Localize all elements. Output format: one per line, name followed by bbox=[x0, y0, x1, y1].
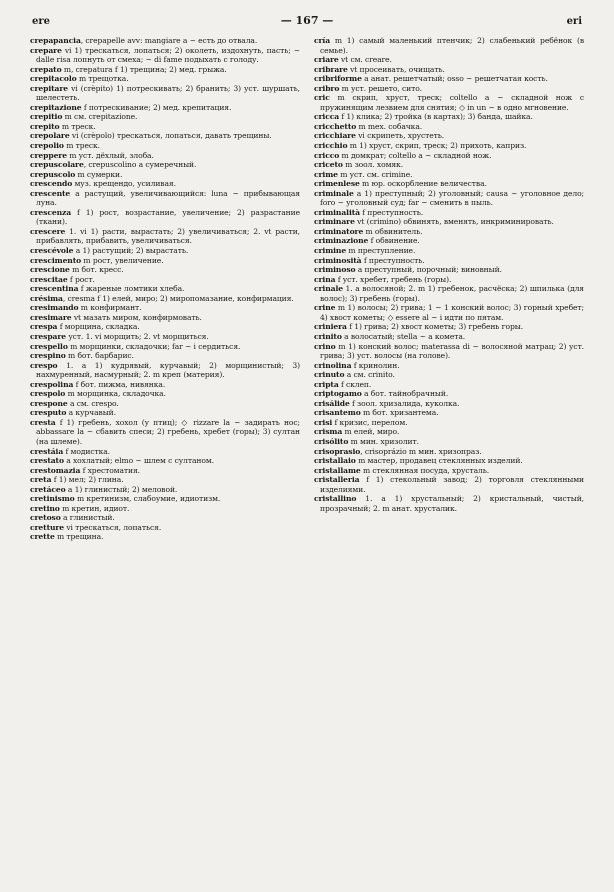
entry-definition: f кринолин. bbox=[351, 360, 400, 370]
entry-definition: m уст. решето, сито. bbox=[339, 83, 422, 93]
dictionary-entry bbox=[314, 475, 584, 494]
left-column bbox=[30, 36, 300, 542]
dictionary-entry bbox=[30, 351, 300, 361]
entry-definition: m обвинитель. bbox=[363, 226, 423, 236]
dictionary-entry bbox=[30, 103, 300, 113]
entry-definition: f 1) гребень, хохол (у птиц); ◇ rizzare la ~ задирать нос; abbassare la ~ сбавить спеси; 2) гребень, хребет (горы); 3) султан (на шлеме). bbox=[36, 417, 300, 446]
entry-headword: criminoso bbox=[314, 265, 356, 275]
entry-headword: crette bbox=[30, 532, 55, 542]
entry-headword: cretáceo bbox=[30, 484, 66, 494]
entry-definition: m стеклянная посуда, хрусталь. bbox=[360, 465, 490, 475]
dictionary-entry bbox=[30, 208, 300, 227]
entry-definition: a глинистый. bbox=[60, 513, 115, 523]
dictionary-entry bbox=[314, 256, 584, 266]
entry-definition: m скрип, хруст, треск; coltello a ~ складной нож с пружинящим лезвием для снятия; ◇ in un ~ в одно мгновение. bbox=[320, 93, 584, 112]
entry-headword: cresputo bbox=[30, 408, 67, 418]
entry-headword: cricca bbox=[314, 112, 340, 122]
entry-definition: m см. crepitazione. bbox=[62, 112, 138, 122]
entry-headword: crisantemo bbox=[314, 408, 361, 418]
dictionary-entry bbox=[30, 342, 300, 352]
entry-definition: 1. vi 1) расти, вырастать; 2) увеличиваться; 2. vt расти, прибавлять, прибавить, увеличиваться. bbox=[36, 226, 300, 246]
entry-headword: cricco bbox=[314, 150, 340, 160]
dictionary-entry bbox=[30, 494, 300, 504]
entry-headword: cresimare bbox=[30, 312, 72, 322]
entry-definition: m преступление. bbox=[346, 246, 416, 256]
entry-definition: m 1) самый маленький птенчик; 2) слабенький ребёнок (в семье). bbox=[320, 36, 584, 55]
dictionary-entry bbox=[30, 418, 300, 447]
entry-headword: crespolina bbox=[30, 379, 74, 389]
entry-headword: crisi bbox=[314, 417, 333, 427]
dictionary-entry bbox=[30, 485, 300, 495]
entry-headword: crine bbox=[314, 303, 336, 313]
right-column bbox=[314, 36, 584, 542]
dictionary-entry bbox=[314, 217, 584, 227]
entry-headword: crisálide bbox=[314, 398, 350, 408]
dictionary-entry bbox=[314, 170, 584, 180]
dictionary-entry bbox=[30, 84, 300, 103]
dictionary-entry bbox=[30, 151, 300, 161]
entry-definition: a см. crinito. bbox=[344, 370, 395, 380]
entry-definition: vi скрипеть, хрустеть. bbox=[355, 131, 445, 141]
entry-headword: criceto bbox=[314, 160, 343, 170]
dictionary-entry bbox=[314, 236, 584, 246]
entry-headword: crespa bbox=[30, 322, 58, 332]
entry-headword: criminale bbox=[314, 188, 354, 198]
dictionary-entry bbox=[30, 112, 300, 122]
dictionary-entry bbox=[314, 84, 584, 94]
entry-definition: a бот. тайнобрачный. bbox=[361, 389, 449, 399]
entry-definition: f 1) клика; 2) тройка (в картах); 3) банда, шайка. bbox=[339, 112, 533, 122]
entry-definition: m 1) волосы; 2) грива; 1 ~ 1 конский волос; 3) горный хребет; 4) хвост кометы; ◇ essere al ~ i идти по пятам. bbox=[320, 303, 584, 322]
entry-definition: a 1) растущий; 2) вырастать. bbox=[73, 246, 189, 256]
entry-definition: vt см. creare. bbox=[338, 55, 392, 65]
header-left-guideword: ere bbox=[32, 16, 50, 27]
entry-headword: creppere bbox=[30, 150, 67, 160]
dictionary-entry bbox=[30, 179, 300, 189]
entry-headword: crisólito bbox=[314, 436, 349, 446]
entry-headword: crepolare bbox=[30, 131, 70, 141]
entry-headword: crimine bbox=[314, 246, 347, 256]
dictionary-entry bbox=[314, 93, 584, 112]
dictionary-entry bbox=[30, 504, 300, 514]
entry-definition: , crepuscolino a сумеречный. bbox=[83, 160, 197, 170]
dictionary-entry bbox=[314, 389, 584, 399]
entry-headword: cretino bbox=[30, 503, 60, 513]
dictionary-entry bbox=[30, 389, 300, 399]
entry-definition: a анат. решетчатый; osso ~ решетчатая кость. bbox=[361, 74, 548, 84]
entry-definition: a курчавый. bbox=[66, 408, 116, 418]
dictionary-entry bbox=[30, 332, 300, 342]
entry-headword: cribro bbox=[314, 83, 340, 93]
page-header bbox=[30, 14, 584, 30]
entry-definition: f преступность. bbox=[359, 207, 424, 217]
entry-definition: m трещотка. bbox=[76, 74, 129, 84]
entry-definition: m конфирмант. bbox=[78, 303, 142, 313]
entry-definition: vt (crimino) обвинять, вменять, инкриминировать. bbox=[354, 217, 554, 227]
entry-definition: a волосатый; stella ~ a комета. bbox=[341, 331, 466, 341]
entry-headword: crepapancia bbox=[30, 36, 81, 45]
entry-headword: crisma bbox=[314, 427, 343, 437]
dictionary-entry bbox=[30, 189, 300, 208]
dictionary-entry bbox=[314, 265, 584, 275]
entry-headword: crescendo bbox=[30, 179, 73, 189]
dictionary-entry bbox=[30, 265, 300, 275]
entry-definition: m юр. оскорбление величества. bbox=[359, 179, 487, 189]
dictionary-entry bbox=[314, 447, 584, 457]
entry-headword: crime bbox=[314, 169, 338, 179]
dictionary-entry bbox=[314, 332, 584, 342]
entry-headword: crescione bbox=[30, 265, 70, 275]
entry-headword: crescentina bbox=[30, 284, 79, 294]
dictionary-entry bbox=[314, 380, 584, 390]
entry-definition: f склеп. bbox=[338, 379, 372, 389]
entry-definition: f морщина, складка. bbox=[57, 322, 140, 332]
entry-definition: f 1) рост, возрастание, увеличение; 2) разрастание (ткани). bbox=[36, 207, 300, 227]
entry-headword: crepare bbox=[30, 45, 62, 55]
dictionary-entry bbox=[314, 494, 584, 513]
entry-definition: a преступный, порочный; виновный. bbox=[355, 265, 502, 275]
dictionary-entry bbox=[314, 65, 584, 75]
entry-headword: cricchetto bbox=[314, 121, 357, 131]
entry-headword: cristallame bbox=[314, 465, 361, 475]
entry-headword: cricchiare bbox=[314, 131, 356, 141]
entry-definition: уст. 1. vi морщить; 2. vt морщиться. bbox=[66, 331, 209, 341]
entry-definition: 1. a 1) хрустальный; 2) кристальный, чистый, прозрачный; 2. m анат. хрусталик. bbox=[320, 494, 584, 513]
entry-headword: cristallino bbox=[314, 494, 357, 504]
entry-headword: cricchio bbox=[314, 141, 348, 151]
dictionary-entry bbox=[314, 303, 584, 322]
dictionary-entry bbox=[30, 513, 300, 523]
entry-headword: crepito bbox=[30, 121, 60, 131]
dictionary-entry bbox=[30, 399, 300, 409]
entry-definition: m зоол. хомяк. bbox=[342, 160, 404, 170]
entry-definition: m бот. кресс. bbox=[69, 265, 124, 275]
entry-definition: m уст. см. crimine. bbox=[337, 169, 413, 179]
entry-headword: crestomazia bbox=[30, 465, 81, 475]
dictionary-entry bbox=[314, 466, 584, 476]
entry-definition: f обвинение. bbox=[368, 236, 420, 246]
entry-headword: crescenza bbox=[30, 207, 72, 217]
entry-definition: m треск. bbox=[59, 121, 96, 131]
dictionary-entry bbox=[314, 456, 584, 466]
dictionary-entry bbox=[30, 456, 300, 466]
entry-headword: cretoso bbox=[30, 513, 61, 523]
entry-headword: crespo bbox=[30, 360, 58, 370]
entry-headword: crésima bbox=[30, 293, 63, 303]
entry-headword: crescitae bbox=[30, 274, 68, 284]
entry-definition: f 1) стекольный завод; 2) торговля стеклянными изделиями. bbox=[320, 475, 584, 494]
entry-headword: crimenlese bbox=[314, 179, 360, 189]
dictionary-entry bbox=[30, 170, 300, 180]
entry-definition: vi (crèpolo) трескаться, лопаться, давать трещины. bbox=[69, 131, 272, 141]
dictionary-entry bbox=[314, 160, 584, 170]
dictionary-entry bbox=[30, 65, 300, 75]
entry-definition: vt просеивать, очищать. bbox=[347, 64, 445, 74]
entry-definition: m 1) хруст, скрип, треск; 2) прихоть, каприз. bbox=[347, 141, 527, 151]
entry-definition: a 1) преступный; 2) уголовный; causa ~ уголовное дело; foro ~ уголовный суд; far ~ сменить в пыль. bbox=[320, 188, 584, 208]
entry-definition: m морщинки, складочки; far ~ i сердиться. bbox=[67, 341, 241, 351]
entry-headword: crepitazione bbox=[30, 102, 82, 112]
dictionary-entry bbox=[30, 466, 300, 476]
columns bbox=[30, 36, 584, 542]
entry-definition: a растущий, увеличивающийся: luna ~ прибывающая луна. bbox=[36, 188, 300, 208]
dictionary-entry bbox=[314, 74, 584, 84]
entry-definition: m мастер, продавец стеклянных изделий. bbox=[355, 456, 523, 466]
entry-definition: m mex. собачка. bbox=[356, 121, 423, 131]
entry-headword: cristallaio bbox=[314, 456, 356, 466]
entry-headword: cripta bbox=[314, 379, 339, 389]
dictionary-entry bbox=[314, 131, 584, 141]
entry-definition: f модистка. bbox=[63, 446, 110, 456]
dictionary-entry bbox=[314, 284, 584, 303]
dictionary-entry bbox=[30, 532, 300, 542]
dictionary-entry bbox=[30, 313, 300, 323]
entry-definition: m бот. барбарис. bbox=[65, 351, 134, 361]
dictionary-entry bbox=[314, 342, 584, 361]
dictionary-entry bbox=[314, 418, 584, 428]
entry-headword: crepato bbox=[30, 64, 62, 74]
dictionary-entry bbox=[314, 141, 584, 151]
entry-definition: m сумерки. bbox=[75, 169, 123, 179]
dictionary-entry bbox=[314, 275, 584, 285]
entry-headword: criniera bbox=[314, 322, 347, 332]
entry-definition: a хохлатый; elmo ~ шлем с султаном. bbox=[63, 456, 214, 466]
entry-headword: crepuscolare bbox=[30, 160, 84, 170]
dictionary-entry bbox=[314, 189, 584, 208]
entry-definition: f потрескивание; 2) мед. крепитация. bbox=[81, 102, 232, 112]
entry-definition: m, crepatura f 1) трещина; 2) мед. грыжа. bbox=[61, 64, 227, 74]
entry-headword: crescere bbox=[30, 226, 66, 236]
dictionary-entry bbox=[30, 46, 300, 65]
entry-headword: criminare bbox=[314, 217, 355, 227]
entry-definition: f бот. пижма, нивянка. bbox=[73, 379, 166, 389]
dictionary-entry bbox=[314, 399, 584, 409]
entry-headword: crespone bbox=[30, 398, 68, 408]
entry-headword: crescente bbox=[30, 188, 71, 198]
dictionary-entry bbox=[30, 36, 300, 46]
dictionary-entry bbox=[314, 361, 584, 371]
dictionary-entry bbox=[30, 246, 300, 256]
dictionary-entry bbox=[30, 275, 300, 285]
dictionary-entry bbox=[314, 122, 584, 132]
dictionary-entry bbox=[30, 227, 300, 246]
entry-definition: m морщинка, складочка. bbox=[65, 389, 166, 399]
dictionary-entry bbox=[30, 141, 300, 151]
dictionary-entry bbox=[30, 256, 300, 266]
entry-definition: m елей, миро. bbox=[342, 427, 400, 437]
entry-definition: m рост, увеличение. bbox=[81, 255, 164, 265]
dictionary-entry bbox=[30, 361, 300, 380]
entry-headword: crespino bbox=[30, 351, 66, 361]
entry-definition: m кретинизм, слабоумие, идиотизм. bbox=[74, 494, 221, 504]
entry-headword: criptogamo bbox=[314, 389, 362, 399]
dictionary-entry bbox=[314, 179, 584, 189]
dictionary-entry bbox=[314, 246, 584, 256]
entry-headword: crisoprasio bbox=[314, 446, 361, 456]
entry-headword: crina bbox=[314, 274, 336, 284]
entry-headword: cribriforme bbox=[314, 74, 362, 84]
entry-definition: vi трескаться, лопаться. bbox=[64, 522, 162, 532]
dictionary-entry bbox=[30, 475, 300, 485]
entry-headword: cretture bbox=[30, 522, 65, 532]
entry-definition: m трещина. bbox=[54, 532, 104, 542]
entry-definition: m уст. дёхлый, злоба. bbox=[66, 150, 154, 160]
entry-headword: cresimando bbox=[30, 303, 79, 313]
dictionary-entry bbox=[314, 437, 584, 447]
entry-headword: crepuscolo bbox=[30, 169, 76, 179]
entry-definition: m 1) конский волос; materassa di ~ волосяной матрац; 2) уст. грива; 3) уст. волосы (на голове). bbox=[320, 341, 584, 361]
dictionary-entry bbox=[30, 294, 300, 304]
entry-definition: a 1) глинистый; 2) меловой. bbox=[65, 484, 178, 494]
entry-headword: criminalità bbox=[314, 207, 360, 217]
dictionary-entry bbox=[30, 322, 300, 332]
entry-definition: f зоол. хризалида, куколка. bbox=[349, 398, 460, 408]
entry-headword: cretinismo bbox=[30, 494, 75, 504]
entry-definition: m треск. bbox=[63, 141, 100, 151]
entry-headword: crino bbox=[314, 341, 336, 351]
entry-definition: 1. a волосяной; 2. m 1) гребенок, расчёска; 2) шпилька (для волос); 3) гребень (горы). bbox=[320, 284, 584, 303]
dictionary-entry bbox=[30, 284, 300, 294]
entry-definition: f 1) грива; 2) хвост кометы; 3) гребень горы. bbox=[346, 322, 524, 332]
entry-definition: vi 1) трескаться, лопаться; 2) околеть, издохнуть, пасть; ~ dalle risa лопнуть от смеха; ~ di fame подыхать с голоду. bbox=[36, 45, 300, 65]
entry-definition: , cresma f 1) елей, миро; 2) миропомазание, конфирмация. bbox=[62, 293, 294, 303]
entry-definition: m домкрат; coltello a ~ складной нож. bbox=[339, 150, 492, 160]
entry-definition: f 1) мел; 2) глина. bbox=[51, 475, 124, 485]
dictionary-entry bbox=[314, 208, 584, 218]
header-right-guideword: eri bbox=[566, 16, 582, 27]
dictionary-entry bbox=[30, 523, 300, 533]
dictionary-entry bbox=[314, 36, 584, 55]
entry-headword: crepitio bbox=[30, 112, 63, 122]
entry-definition: m бот. хризантема. bbox=[360, 408, 439, 418]
entry-headword: cría bbox=[314, 36, 331, 45]
dictionary-entry bbox=[314, 370, 584, 380]
dictionary-entry bbox=[314, 151, 584, 161]
dictionary-entry bbox=[314, 427, 584, 437]
dictionary-entry bbox=[30, 303, 300, 313]
dictionary-entry bbox=[30, 74, 300, 84]
dictionary-entry bbox=[30, 380, 300, 390]
entry-definition: f преступность. bbox=[361, 255, 425, 265]
entry-definition: vt мазать миром, конфирмовать. bbox=[71, 312, 202, 322]
entry-headword: crescimento bbox=[30, 255, 82, 265]
entry-headword: crestato bbox=[30, 456, 64, 466]
entry-headword: crinito bbox=[314, 331, 342, 341]
dictionary-entry bbox=[30, 122, 300, 132]
entry-headword: criminazione bbox=[314, 236, 369, 246]
dictionary-entry bbox=[30, 160, 300, 170]
entry-definition: f кризис, перелом. bbox=[332, 417, 408, 427]
dictionary-entry bbox=[314, 55, 584, 65]
entry-headword: crespello bbox=[30, 341, 68, 351]
entry-headword: criminosità bbox=[314, 255, 362, 265]
entry-headword: cric bbox=[314, 93, 330, 103]
entry-headword: creta bbox=[30, 475, 52, 485]
entry-headword: crestáia bbox=[30, 446, 64, 456]
entry-definition: a см. crespo. bbox=[67, 398, 119, 408]
dictionary-entry bbox=[314, 112, 584, 122]
entry-definition: m кретин, идиот. bbox=[59, 503, 130, 513]
entry-headword: crinolina bbox=[314, 360, 352, 370]
entry-definition: f хрестоматия. bbox=[80, 465, 140, 475]
entry-headword: cribrare bbox=[314, 64, 348, 74]
entry-headword: crescévole bbox=[30, 246, 74, 256]
entry-headword: crepitare bbox=[30, 83, 69, 93]
entry-headword: cristalleria bbox=[314, 475, 360, 485]
entry-headword: crinuto bbox=[314, 370, 345, 380]
entry-headword: crinale bbox=[314, 284, 343, 294]
entry-definition: 1. a 1) кудрявый, курчавый; 2) морщинистый; 3) нахмуренный, насмурный; 2. m креп (материя). bbox=[36, 360, 300, 380]
entry-headword: crespare bbox=[30, 331, 66, 341]
entry-definition: vi (crèpito) 1) потрескивать; 2) бранить; 3) уст. шуршать, шелестеть. bbox=[36, 83, 300, 103]
dictionary-entry bbox=[30, 447, 300, 457]
entry-definition: муз. крещендо, усиливая. bbox=[72, 179, 176, 189]
dictionary-entry bbox=[314, 408, 584, 418]
entry-headword: crepolio bbox=[30, 141, 64, 151]
entry-definition: f уст. хребет, гребень (горы). bbox=[335, 274, 452, 284]
dictionary-entry bbox=[30, 131, 300, 141]
entry-definition: m мин. хризолит. bbox=[348, 436, 419, 446]
entry-headword: criminatore bbox=[314, 226, 364, 236]
entry-headword: criare bbox=[314, 55, 339, 65]
entry-headword: crepitacolo bbox=[30, 74, 77, 84]
entry-definition: f жареные ломтики хлеба. bbox=[78, 284, 185, 294]
entry-definition: , crepapelle avv: mangiare a ~ есть до отвала. bbox=[80, 36, 258, 45]
dictionary-entry bbox=[30, 408, 300, 418]
entry-headword: cresta bbox=[30, 417, 56, 427]
entry-definition: f рост. bbox=[67, 274, 95, 284]
page-number: — 167 — bbox=[280, 14, 334, 27]
dictionary-entry bbox=[314, 322, 584, 332]
entry-headword: crespolo bbox=[30, 389, 66, 399]
entry-definition: , crisoprázio m мин. хризопраз. bbox=[360, 446, 482, 456]
dictionary-entry bbox=[314, 227, 584, 237]
